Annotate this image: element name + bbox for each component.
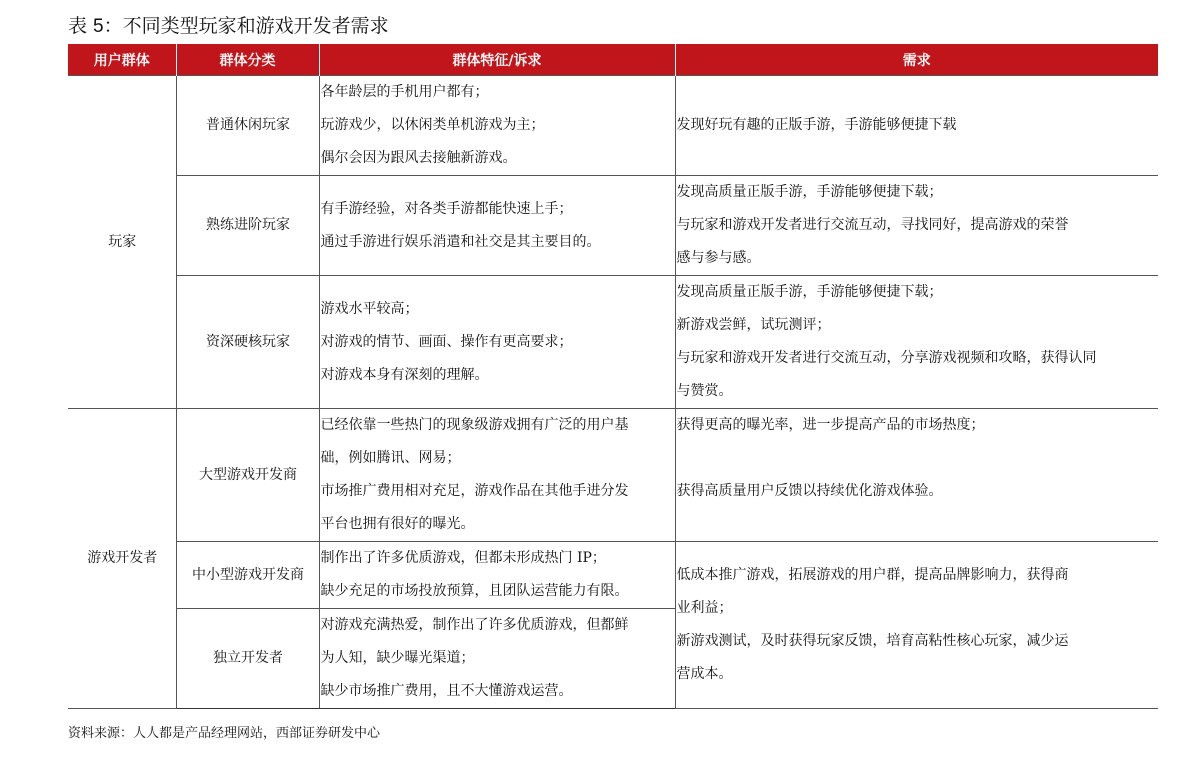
table-row — [68, 276, 1158, 409]
need-line: 获得更高的曝光率，进一步提高产品的市场热度； — [676, 417, 985, 433]
header-needs: 需求 — [675, 44, 1158, 76]
needs-cell — [675, 409, 1158, 542]
trait-line: 础，例如腾讯、网易； — [320, 450, 461, 466]
need-line: 发现高质量正版手游，手游能够便捷下载； — [676, 284, 943, 300]
category-cell: 中小型游戏开发商 — [176, 542, 319, 609]
trait-line: 有手游经验，对各类手游都能快速上手； — [320, 200, 573, 217]
category-cell: 大型游戏开发商 — [176, 409, 319, 542]
trait-line: 平台也拥有很好的曝光。 — [320, 516, 475, 532]
need-line: 与玩家和游戏开发者进行交流互动，分享游戏视频和攻略，获得认同 — [676, 350, 1097, 366]
needs-cell-merged — [675, 542, 1158, 709]
table-row — [68, 176, 1158, 276]
trait-line: 各年龄层的手机用户都有； — [320, 84, 489, 100]
need-line — [677, 508, 1159, 541]
trait-line: 对游戏的情节、画面、操作有更高要求； — [320, 333, 573, 350]
title-prefix: 表 — [68, 15, 94, 37]
need-line: 获得高质量用户反馈以持续优化游戏体验。 — [676, 483, 943, 499]
header-row — [68, 44, 1158, 76]
need-line: 低成本推广游戏，拓展游戏的用户群，提高品牌影响力，获得商 — [676, 567, 1069, 583]
needs-cell — [675, 276, 1158, 409]
needs-cell — [675, 176, 1158, 276]
need-line: 营成本。 — [676, 666, 733, 682]
trait-line: 对游戏充满热爱，制作出了许多优质游戏，但都鲜 — [320, 617, 629, 633]
need-line: 新游戏测试，及时获得玩家反馈，培育高粘性核心玩家，减少运 — [676, 633, 1069, 649]
trait-line: 对游戏本身有深刻的理解。 — [320, 366, 489, 383]
table-row — [68, 409, 1158, 542]
trait-line: 缺少充足的市场投放预算，且团队运营能力有限。 — [320, 583, 629, 599]
traits-cell — [319, 609, 675, 709]
traits-cell — [319, 409, 675, 542]
category-cell: 普通休闲玩家 — [176, 76, 319, 176]
need-line — [677, 442, 1159, 475]
category-cell: 独立开发者 — [176, 609, 319, 709]
category-cell: 熟练进阶玩家 — [176, 176, 319, 276]
trait-line: 游戏水平较高； — [320, 300, 419, 317]
trait-line: 市场推广费用相对充足，游戏作品在其他手进分发 — [320, 483, 629, 499]
table-title — [68, 14, 389, 39]
need-line: 感与参与感。 — [676, 250, 761, 266]
trait-line: 已经依靠一些热门的现象级游戏拥有广泛的用户基 — [320, 417, 629, 433]
title-number: 5 — [93, 16, 104, 37]
table-row — [68, 542, 1158, 609]
need-line: 新游戏尝鲜，试玩测评； — [676, 317, 831, 333]
traits-cell — [319, 542, 675, 609]
group-cell-developers: 游戏开发者 — [68, 409, 176, 709]
need-line: 发现好玩有趣的正版手游，手游能够便捷下载 — [676, 117, 957, 133]
traits-cell — [319, 276, 675, 409]
header-user-group: 用户群体 — [68, 44, 176, 76]
title-text: ：不同类型玩家和游戏开发者需求 — [103, 15, 389, 37]
need-line: 发现高质量正版手游，手游能够便捷下载； — [676, 184, 943, 200]
trait-line: 缺少市场推广费用，且不大懂游戏运营。 — [320, 683, 573, 699]
header-category: 群体分类 — [176, 44, 319, 76]
traits-cell — [319, 76, 675, 176]
source-note: 资料来源：人人都是产品经理网站，西部证券研发中心 — [68, 726, 381, 741]
demand-table — [68, 44, 1158, 709]
category-cell: 资深硬核玩家 — [176, 276, 319, 409]
trait-line: 为人知，缺少曝光渠道； — [320, 650, 475, 666]
header-traits: 群体特征/诉求 — [319, 44, 675, 76]
trait-line: 通过手游进行娱乐消遣和社交是其主要目的。 — [320, 233, 601, 250]
table-row — [68, 76, 1158, 176]
trait-line: 玩游戏少，以休闲类单机游戏为主； — [320, 117, 545, 133]
need-line: 与玩家和游戏开发者进行交流互动，寻找同好，提高游戏的荣誉 — [676, 217, 1069, 233]
traits-cell — [319, 176, 675, 276]
need-line: 业利益； — [676, 600, 733, 616]
need-line: 与赞赏。 — [676, 383, 733, 399]
needs-cell — [675, 76, 1158, 176]
group-cell-players: 玩家 — [68, 76, 176, 409]
trait-line: 制作出了许多优质游戏，但都未形成热门 IP； — [320, 550, 606, 566]
trait-line: 偶尔会因为跟风去接触新游戏。 — [320, 150, 517, 166]
